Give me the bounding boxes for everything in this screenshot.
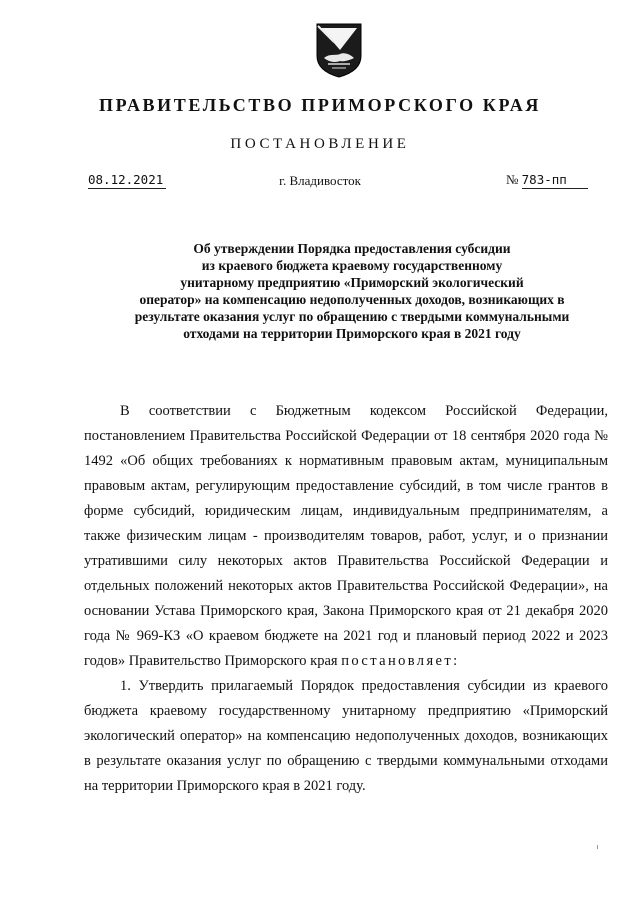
document-number	[506, 172, 588, 189]
title-line: отходами на территории Приморского края в 2021 году	[183, 326, 521, 341]
document-title	[96, 240, 608, 342]
title-line: результате оказания услуг по обращению с твердыми коммунальными	[134, 309, 570, 324]
document-city: г. Владивосток	[279, 173, 361, 188]
coat-of-arms-icon	[314, 22, 364, 78]
resolves-word: постановляет:	[341, 653, 460, 669]
preamble-text: В соответствии с Бюджетным кодексом Российской Федерации, постановлением Правительства Российской Федерации от 18 сентября 2020 года № 1492 «Об общих требованиях к нормативным правовым актам, муниципальным правовым актам, регулирующим предоставление субсидий, в том числе грантов в форме субсидий, юридическим лицам, индивидуальным предпринимателям, а также физическим лицам - производителям товаров, работ, услуг, и о признании утратившими силу некоторых актов Правительства Российской Федерации и отдельных положений некоторых актов Правительства Российской Федерации», на основании Устава Приморского края, Закона Приморского края от 21 декабря 2020 года № 969-КЗ «О краевом бюджете на 2021 год и плановый период 2022 и 2023 годов» Правительство Приморского края	[84, 403, 608, 669]
title-line: унитарному предприятию «Приморский экологический	[180, 275, 524, 290]
number-sign: №	[506, 172, 519, 187]
scan-mark	[597, 845, 598, 849]
government-title: ПРАВИТЕЛЬСТВО ПРИМОРСКОГО КРАЯ	[99, 95, 541, 115]
preamble-paragraph	[84, 399, 608, 674]
document-date: 08.12.2021	[88, 172, 166, 189]
title-line: из краевого бюджета краевому государственному	[201, 258, 503, 273]
document-body	[84, 399, 608, 799]
title-line: оператор» на компенсацию недополученных доходов, возникающих в	[139, 292, 565, 307]
item-1-paragraph: 1. Утвердить прилагаемый Порядок предоставления субсидии из краевого бюджета краевому государственному унитарному предприятию «Приморский экологический оператор» на компенсацию недополученных доходов, возникающих в результате оказания услуг по обращению с твердыми коммунальными отходами на территории Приморского края в 2021 году.	[84, 678, 608, 794]
number-value: 783-пп	[522, 172, 588, 189]
document-type: ПОСТАНОВЛЕНИЕ	[230, 136, 410, 152]
title-line: Об утверждении Порядка предоставления субсидии	[193, 241, 511, 256]
